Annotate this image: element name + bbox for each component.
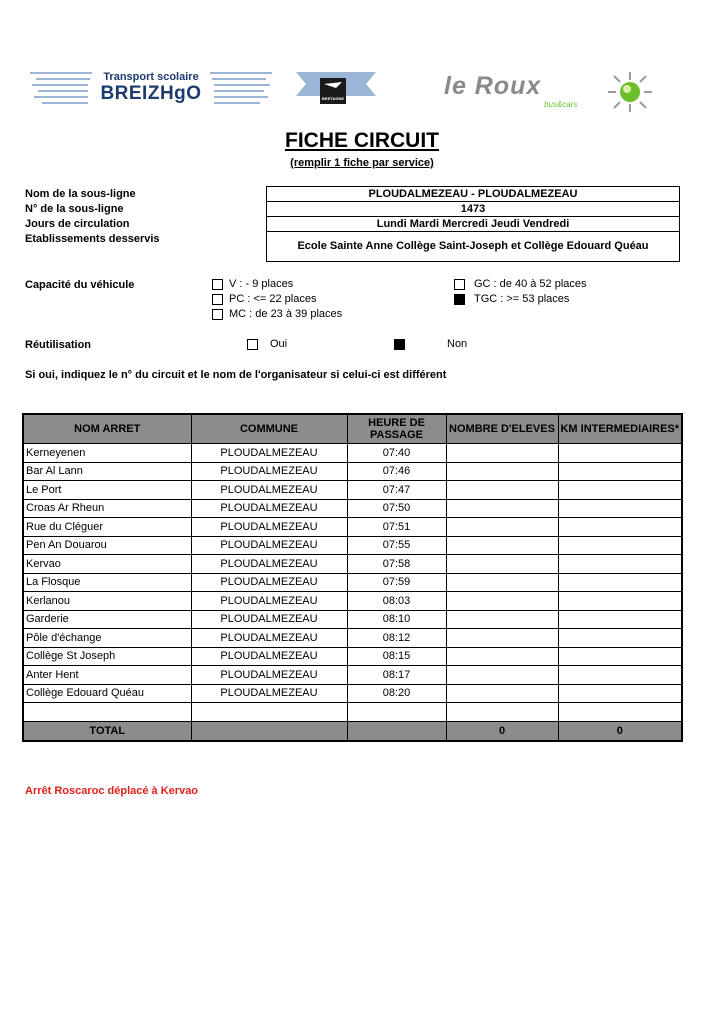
etablissements-label: Etablissements desservis [25, 233, 160, 245]
commune-cell: PLOUDALMEZEAU [191, 629, 347, 648]
km-cell[interactable] [558, 499, 682, 518]
km-cell[interactable] [558, 610, 682, 629]
heure-cell: 07:55 [347, 536, 446, 555]
nom-arret-cell: Pen An Douarou [23, 536, 191, 555]
nom-sous-ligne-value: PLOUDALMEZEAU - PLOUDALMEZEAU [267, 187, 679, 202]
nom-arret-cell: Rue du Cléguer [23, 518, 191, 537]
commune-cell: PLOUDALMEZEAU [191, 536, 347, 555]
table-row [23, 592, 682, 611]
km-cell[interactable] [558, 518, 682, 537]
km-cell[interactable] [558, 536, 682, 555]
reutilisation-non-checkbox[interactable] [394, 339, 405, 350]
commune-cell: PLOUDALMEZEAU [191, 573, 347, 592]
nom-arret-cell: Le Port [23, 481, 191, 500]
bretagne-logo [296, 70, 376, 106]
page-title: FICHE CIRCUIT [285, 129, 439, 152]
total-eleves: 0 [446, 721, 558, 741]
commune-cell: PLOUDALMEZEAU [191, 481, 347, 500]
col-nombre-eleves: NOMBRE D'ELEVES [446, 414, 558, 444]
si-oui-instruction: Si oui, indiquez le n° du circuit et le nom de l'organisateur si celui-ci est différent [25, 369, 447, 381]
nom-arret-cell: La Flosque [23, 573, 191, 592]
reutilisation-label: Réutilisation [25, 339, 92, 351]
eleves-cell[interactable] [446, 684, 558, 703]
leroux-logo [444, 70, 660, 114]
commune-cell: PLOUDALMEZEAU [191, 444, 347, 463]
nom-arret-cell: Garderie [23, 610, 191, 629]
reutilisation-oui-label: Oui [270, 338, 288, 350]
commune-cell: PLOUDALMEZEAU [191, 610, 347, 629]
eleves-cell[interactable] [446, 573, 558, 592]
table-row [23, 444, 682, 463]
commune-cell: PLOUDALMEZEAU [191, 592, 347, 611]
col-nom-arret: NOM ARRET [23, 414, 191, 444]
nom-arret-cell: Croas Ar Rheun [23, 499, 191, 518]
table-row [23, 499, 682, 518]
commune-cell: PLOUDALMEZEAU [191, 499, 347, 518]
nom-sous-ligne-label: Nom de la sous-ligne [25, 188, 136, 200]
capacite-pc-label: PC : <= 22 places [229, 293, 317, 305]
heure-cell: 07:50 [347, 499, 446, 518]
heure-cell [347, 703, 446, 722]
heure-cell: 08:15 [347, 647, 446, 666]
info-box [266, 186, 680, 262]
total-label: TOTAL [23, 721, 191, 741]
bretagne-wordmark: BRETAGNE [321, 96, 345, 101]
table-row [23, 518, 682, 537]
capacite-tgc-label: TGC : >= 53 places [474, 293, 570, 305]
capacite-gc-checkbox[interactable] [454, 279, 465, 290]
etablissements-value: Ecole Sainte Anne Collège Saint-Joseph et Collège Edouard Quéau [297, 240, 649, 252]
capacite-mc-label: MC : de 23 à 39 places [229, 308, 343, 320]
eleves-cell[interactable] [446, 444, 558, 463]
col-heure-passage: HEURE DE PASSAGE [347, 414, 446, 444]
eleves-cell[interactable] [446, 536, 558, 555]
commune-cell: PLOUDALMEZEAU [191, 647, 347, 666]
km-cell[interactable] [558, 444, 682, 463]
km-cell[interactable] [558, 462, 682, 481]
circuit-table [22, 413, 683, 742]
leroux-wordmark: le Roux [444, 72, 542, 100]
commune-cell: PLOUDALMEZEAU [191, 555, 347, 574]
table-row [23, 462, 682, 481]
table-row [23, 555, 682, 574]
total-commune [191, 721, 347, 741]
km-cell[interactable] [558, 481, 682, 500]
km-cell[interactable] [558, 555, 682, 574]
heure-cell: 07:58 [347, 555, 446, 574]
reutilisation-oui-checkbox[interactable] [247, 339, 258, 350]
jours-value: Lundi Mardi Mercredi Jeudi Vendredi [267, 217, 679, 232]
nom-arret-cell: Kerlanou [23, 592, 191, 611]
table-row [23, 481, 682, 500]
num-sous-ligne-label: N° de la sous-ligne [25, 203, 124, 215]
commune-cell: PLOUDALMEZEAU [191, 666, 347, 685]
table-row [23, 703, 682, 722]
km-cell[interactable] [558, 592, 682, 611]
commune-cell: PLOUDALMEZEAU [191, 518, 347, 537]
eleves-cell[interactable] [446, 666, 558, 685]
nom-arret-cell: Kerneyenen [23, 444, 191, 463]
heure-cell: 07:51 [347, 518, 446, 537]
nom-arret-cell: Collège St Joseph [23, 647, 191, 666]
total-heure [347, 721, 446, 741]
capacite-label: Capacité du véhicule [25, 279, 135, 291]
total-km: 0 [558, 721, 682, 741]
km-cell[interactable] [558, 666, 682, 685]
heure-cell: 07:46 [347, 462, 446, 481]
eleves-cell[interactable] [446, 703, 558, 722]
km-cell[interactable] [558, 629, 682, 648]
heure-cell: 07:47 [347, 481, 446, 500]
table-header-row [23, 414, 682, 444]
km-cell[interactable] [558, 647, 682, 666]
eleves-cell[interactable] [446, 629, 558, 648]
eleves-cell[interactable] [446, 462, 558, 481]
eleves-cell[interactable] [446, 499, 558, 518]
nom-arret-cell: Collège Edouard Quéau [23, 684, 191, 703]
heure-cell: 07:40 [347, 444, 446, 463]
sun-globe-icon [602, 70, 658, 114]
heure-cell: 08:10 [347, 610, 446, 629]
eleves-cell[interactable] [446, 481, 558, 500]
km-cell[interactable] [558, 684, 682, 703]
table-row [23, 629, 682, 648]
capacite-v-label: V : - 9 places [229, 278, 294, 290]
breizhgo-logo [30, 66, 272, 110]
note-text: Arrêt Roscaroc déplacé à Kervao [25, 785, 199, 797]
breizhgo-wordmark: BREIZHgO [100, 83, 202, 104]
heure-cell: 07:59 [347, 573, 446, 592]
commune-cell [191, 703, 347, 722]
nom-arret-cell: Bar Al Lann [23, 462, 191, 481]
nom-arret-cell: Kervao [23, 555, 191, 574]
table-row [23, 647, 682, 666]
col-km-intermediaires: KM INTERMEDIAIRES* [558, 414, 682, 444]
eleves-cell[interactable] [446, 610, 558, 629]
capacite-v-checkbox[interactable] [212, 279, 223, 290]
page-subtitle: (remplir 1 fiche par service) [290, 157, 434, 169]
table-row [23, 573, 682, 592]
table-row [23, 536, 682, 555]
num-sous-ligne-value: 1473 [267, 202, 679, 217]
col-commune: COMMUNE [191, 414, 347, 444]
km-cell[interactable] [558, 703, 682, 722]
capacite-pc-checkbox[interactable] [212, 294, 223, 305]
commune-cell: PLOUDALMEZEAU [191, 462, 347, 481]
capacite-mc-checkbox[interactable] [212, 309, 223, 320]
heure-cell: 08:17 [347, 666, 446, 685]
nom-arret-cell [23, 703, 191, 722]
table-row [23, 610, 682, 629]
eleves-cell[interactable] [446, 647, 558, 666]
heure-cell: 08:12 [347, 629, 446, 648]
table-row [23, 684, 682, 703]
commune-cell: PLOUDALMEZEAU [191, 684, 347, 703]
jours-label: Jours de circulation [25, 218, 130, 230]
reutilisation-non-label: Non [447, 338, 468, 350]
leroux-subtitle: bus&cars [544, 100, 578, 109]
capacite-gc-label: GC : de 40 à 52 places [474, 278, 587, 290]
total-row [23, 721, 682, 741]
capacite-tgc-checkbox[interactable] [454, 294, 465, 305]
heure-cell: 08:20 [347, 684, 446, 703]
eleves-cell[interactable] [446, 592, 558, 611]
nom-arret-cell: Pôle d'échange [23, 629, 191, 648]
nom-arret-cell: Anter Hent [23, 666, 191, 685]
table-row [23, 666, 682, 685]
eleves-cell[interactable] [446, 555, 558, 574]
breizhgo-tagline: Transport scolaire [103, 71, 199, 83]
eleves-cell[interactable] [446, 518, 558, 537]
km-cell[interactable] [558, 573, 682, 592]
heure-cell: 08:03 [347, 592, 446, 611]
